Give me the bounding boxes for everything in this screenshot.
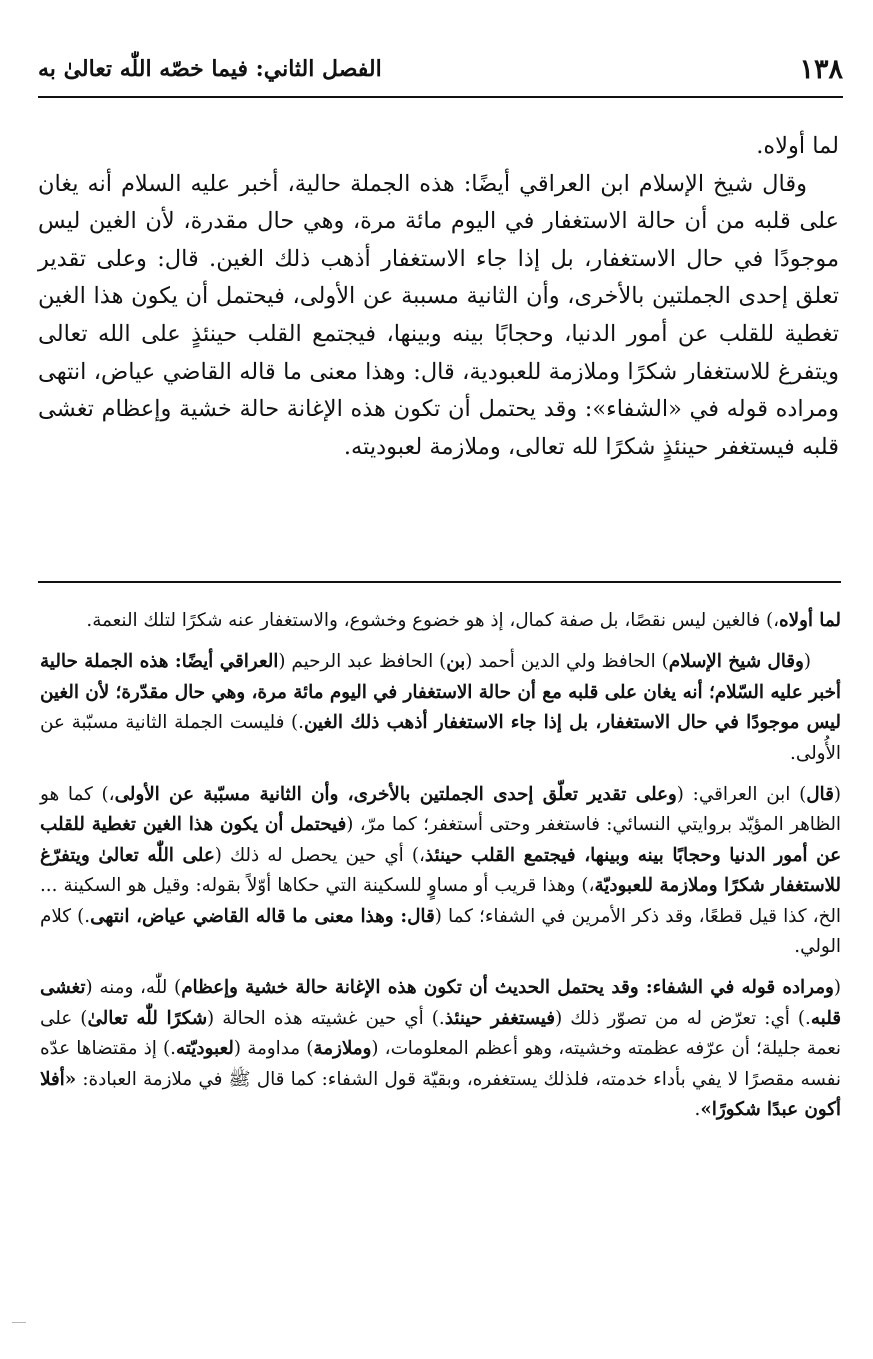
main-text bbox=[38, 128, 839, 466]
commentary-bold: العراقي أيضًا: هذه الجملة حالية أخبر عليه السّلام؛ أنه يغان على قلبه مع أن حالة الاستغفار في اليوم مائة مرة، وهي حال مقدّرة؛ لأن الغين ليس موجودًا في حال الاستغفار، بل إذا جاء الاستغفار أذهب ذلك الغين bbox=[40, 651, 841, 734]
commentary-bold: بن bbox=[446, 651, 466, 673]
commentary-text: ( bbox=[833, 784, 841, 806]
commentary-text: ) ابن العراقي: ( bbox=[676, 784, 807, 806]
scan-margin-mark bbox=[12, 1322, 26, 1323]
commentary-text: .) إذ مقتضاها عدّه نفسه مقصرًا لا يفي بأداء خدمته، فلذلك يستغفره، وبقيّة قول الشفاء: كما قال ﷺ في ملازمة العبادة: bbox=[40, 1038, 841, 1090]
commentary-text: ،) فالغين ليس نقصًا، بل صفة كمال، إذ هو خضوع وخشوع، والاستغفار عنه شكرًا لتلك النعمة. bbox=[86, 610, 779, 631]
commentary-text: .) أي: تعرّض له من تصوّر ذلك ( bbox=[555, 1007, 811, 1029]
commentary-bold: وعلى تقدير تعلّق إحدى الجملتين بالأخرى، وأن الثانية مسبّبة عن الأولى bbox=[114, 784, 677, 806]
commentary-text: ،) وهذا قريب أو مساوٍ للسكينة التي حكاها أوّلاً بقوله: وقيل هو السكينة ... الخ، كذا قيل قطعًا، وقد ذكر الأمرين في الشفاء؛ كما ( bbox=[40, 875, 841, 927]
commentary-text: .) فليست الجملة الثانية مسبّبة عن الأُولى. bbox=[40, 712, 841, 764]
commentary-text: ) الحافظ ولي الدين أحمد ( bbox=[465, 651, 669, 673]
page-header bbox=[38, 52, 843, 98]
commentary-paragraph-3 bbox=[40, 780, 841, 962]
commentary-paragraph-1 bbox=[40, 606, 841, 636]
commentary-bold: لعبوديّته bbox=[175, 1038, 234, 1060]
commentary-text: ( bbox=[833, 977, 841, 999]
commentary-paragraph-2 bbox=[40, 647, 841, 769]
commentary-bold: تغشى قلبه bbox=[40, 977, 841, 1029]
main-paragraph-1: لما أولاه. bbox=[756, 133, 839, 159]
commentary-text: ( bbox=[803, 651, 811, 673]
commentary-bold: قال bbox=[806, 784, 834, 806]
commentary-bold: شكرًا للّٰه تعالىٰ bbox=[87, 1007, 208, 1029]
commentary-text: ) على نعمة جليلة؛ أن عرّفه عظمته وخشيته، وهو أعظم المعلومات، ( bbox=[40, 1007, 841, 1060]
commentary-bold: على اللّٰه تعالىٰ ويتفرّغ للاستغفار شكرًا وملازمة للعبوديّة bbox=[40, 844, 841, 897]
commentary-text: ) مداومة ( bbox=[233, 1038, 314, 1060]
commentary-text: .) أي حين غشيته هذه الحالة ( bbox=[207, 1007, 445, 1029]
commentary-bold: وقال شيخ الإسلام bbox=[668, 651, 804, 673]
commentary-bold: فيحتمل أن يكون هذا الغين تغطية للقلب عن أمور الدنيا وحجابًا بينه وبينها، فيجتمع القلب حينئذ bbox=[40, 814, 841, 866]
commentary-bold: لما أولاه bbox=[779, 610, 841, 631]
commentary-paragraph-4 bbox=[40, 973, 841, 1125]
commentary bbox=[40, 606, 841, 1137]
commentary-text: ،) أي حين يحصل له ذلك ( bbox=[214, 844, 425, 866]
commentary-bold: فيستغفر حينئذ bbox=[444, 1007, 556, 1029]
commentary-text: ) للّٰه، ومنه ( bbox=[85, 977, 182, 999]
commentary-bold: ومراده قوله في الشفاء: وقد يحتمل الحديث أن تكون هذه الإغانة حالة خشية وإعظام bbox=[181, 977, 834, 999]
commentary-text: .) كلام الولي. bbox=[40, 905, 841, 958]
running-title: الفصل الثاني: فيما خصّه اللّٰه تعالىٰ به bbox=[38, 56, 382, 82]
commentary-bold: «أفلا أكون عبدًا شكورًا» bbox=[40, 1068, 841, 1121]
commentary-text: ) الحافظ عبد الرحيم ( bbox=[278, 651, 447, 673]
main-paragraph-2: وقال شيخ الإسلام ابن العراقي أيضًا: هذه الجملة حالية، أخبر عليه السلام أنه يغان على قلبه من أن حالة الاستغفار في اليوم مائة مرة، وهي حال مقدرة، لأن الغين ليس موجودًا في حال الاستغفار، بل إذا جاء الاستغفار أذهب ذلك الغين. قال: وعلى تقدير تعلق إحدى الجملتين بالأخرى، وأن الثانية مسببة عن الأولى، فيحتمل أن يكون هذا الغين تغطية للقلب عن أمور الدنيا، وحجابًا بينه وبينها، فيجتمع القلب حينئذٍ على الله تعالى ويتفرغ للاستغفار شكرًا وملازمة للعبودية، قال: وهذا معنى ما قاله القاضي عياض، انتهى ومراده قوله في «الشفاء»: وقد يحتمل أن تكون هذه الإغانة حالة خشية وإعظام تغشى قلبه فيستغفر حينئذٍ شكرًا لله تعالى، وملازمة لعبوديته. bbox=[38, 170, 839, 460]
commentary-text: ،) كما هو الظاهر المؤيّد بروايتي النسائي: فاستغفر وحتى أستغفر؛ كما مرّ، ( bbox=[40, 784, 841, 836]
commentary-bold: قال: وهذا معنى ما قاله القاضي عياض، انتهى bbox=[90, 905, 435, 927]
page-number: ١٣٨ bbox=[799, 54, 843, 85]
commentary-text: . bbox=[694, 1099, 701, 1121]
commentary-bold: وملازمة bbox=[313, 1038, 372, 1060]
footnote-divider bbox=[38, 581, 841, 583]
